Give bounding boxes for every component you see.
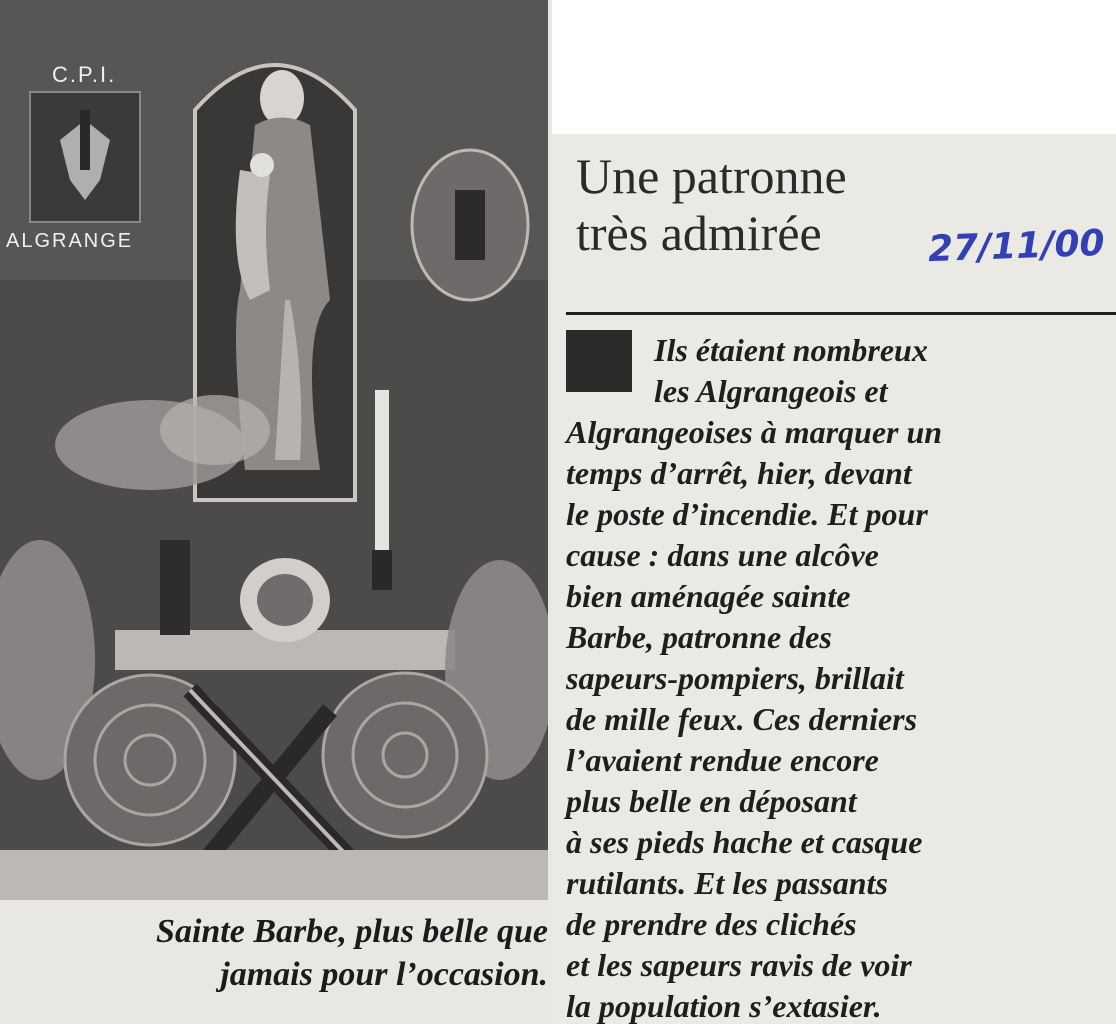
statue-photo bbox=[0, 0, 548, 900]
body-line: les Algrangeois et bbox=[654, 373, 888, 409]
photo-caption bbox=[0, 910, 548, 996]
body-line: l’avaient rendue encore bbox=[566, 742, 879, 778]
body-line: la population s’extasier. bbox=[566, 988, 882, 1024]
body-line: de mille feux. Ces derniers bbox=[566, 701, 918, 737]
photo-clipping bbox=[0, 0, 552, 1024]
body-line: bien aménagée sainte bbox=[566, 578, 851, 614]
body-line: Algrangeoises à marquer un bbox=[566, 414, 943, 450]
caption-line: Sainte Barbe, plus belle que bbox=[156, 913, 548, 950]
body-line: cause : dans une alcôve bbox=[566, 537, 879, 573]
article-headline bbox=[576, 148, 847, 262]
body-line: temps d’arrêt, hier, devant bbox=[566, 455, 912, 491]
body-line: le poste d’incendie. Et pour bbox=[566, 496, 928, 532]
cpi-plaque-label: C.P.I. bbox=[52, 62, 117, 87]
caption-line: jamais pour l’occasion. bbox=[220, 956, 548, 993]
headline-line: très admirée bbox=[576, 205, 822, 261]
body-line: sapeurs-pompiers, brillait bbox=[566, 660, 904, 696]
body-line: plus belle en déposant bbox=[566, 783, 857, 819]
body-line: de prendre des clichés bbox=[566, 906, 857, 942]
body-line: et les sapeurs ravis de voir bbox=[566, 947, 912, 983]
body-line: Barbe, patronne des bbox=[566, 619, 832, 655]
photo-illustration bbox=[0, 0, 548, 900]
body-line: Ils étaient nombreux bbox=[654, 332, 928, 368]
headline-line: Une patronne bbox=[576, 148, 847, 204]
body-line: rutilants. Et les passants bbox=[566, 865, 888, 901]
handwritten-date: 27/11/00 bbox=[927, 222, 1106, 271]
algrange-plaque-label: ALGRANGE bbox=[6, 230, 134, 252]
article-body bbox=[566, 330, 1116, 1027]
headline-rule bbox=[566, 312, 1116, 315]
body-line: à ses pieds hache et casque bbox=[566, 824, 923, 860]
